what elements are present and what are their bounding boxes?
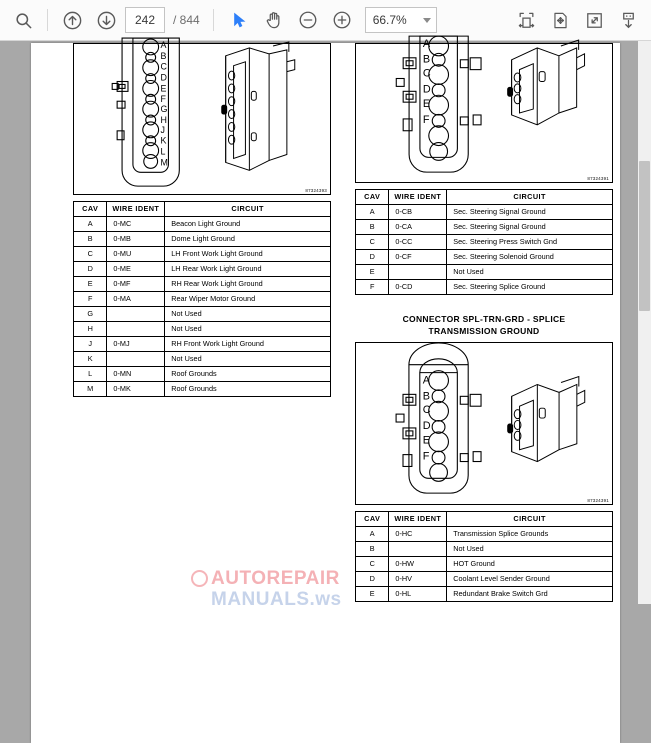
svg-text:M: M [160, 157, 168, 168]
cell-cav: B [356, 220, 389, 235]
cell-wire: 0-MU [107, 247, 165, 262]
scroll-mode-icon[interactable] [611, 3, 645, 37]
cell-cav: K [74, 352, 107, 367]
cell-circuit: Transmission Splice Grounds [447, 527, 613, 542]
cell-wire [389, 542, 447, 557]
page-number-input[interactable] [125, 7, 165, 33]
svg-text:E: E [422, 434, 431, 447]
page-total-label: / 844 [173, 13, 200, 27]
cell-cav: D [74, 262, 107, 277]
cell-circuit: Not Used [165, 352, 331, 367]
connector-diagram-6way-top [355, 37, 613, 183]
cell-cav: M [74, 382, 107, 397]
cell-circuit: Sec. Steering Press Switch Gnd [447, 235, 613, 250]
cursor-arrow-icon[interactable] [223, 3, 257, 37]
cell-wire: 0-CB [389, 205, 447, 220]
connector-heading-line2: TRANSMISSION GROUND [428, 326, 540, 336]
cav-table-right-top [355, 189, 613, 295]
cell-circuit: Sec. Steering Solenoid Ground [447, 250, 613, 265]
figure-id-label: 87324391 [587, 498, 609, 503]
table-header-row [356, 512, 613, 527]
cell-circuit: Redundant Brake Switch Grd [447, 587, 613, 602]
header-cav: CAV [356, 190, 389, 205]
table-row [356, 235, 613, 250]
svg-text:H: H [160, 114, 167, 125]
svg-text:C: C [160, 61, 167, 72]
minus-circle-icon[interactable] [291, 3, 325, 37]
watermark-line2: MANUALS.ws [211, 589, 342, 610]
cell-circuit: Roof Grounds [165, 367, 331, 382]
table-row [74, 277, 331, 292]
cell-wire: 0-MB [107, 232, 165, 247]
arrow-down-circle-icon[interactable] [89, 3, 123, 37]
table-row [74, 232, 331, 247]
zoom-level-select[interactable] [365, 7, 437, 33]
cell-wire: 0-MJ [107, 337, 165, 352]
cell-circuit: Not Used [447, 542, 613, 557]
watermark-line1: AUTOREPAIR [191, 568, 481, 589]
cell-cav: H [74, 322, 107, 337]
cell-cav: C [356, 557, 389, 572]
cell-cav: A [356, 527, 389, 542]
cell-circuit: Beacon Light Ground [165, 217, 331, 232]
svg-text:K: K [160, 135, 167, 146]
pdf-page [31, 37, 620, 743]
cell-wire [389, 265, 447, 280]
pdf-page-viewport[interactable] [0, 37, 651, 610]
header-circuit: CIRCUIT [447, 190, 613, 205]
table-row [74, 352, 331, 367]
cell-circuit: RH Rear Work Light Ground [165, 277, 331, 292]
table-row [74, 337, 331, 352]
cell-wire: 0-MF [107, 277, 165, 292]
cell-wire [107, 352, 165, 367]
cell-cav: A [74, 217, 107, 232]
cell-cav: C [74, 247, 107, 262]
cell-cav: B [356, 542, 389, 557]
svg-text:A: A [160, 39, 167, 50]
cell-wire: 0-HV [389, 572, 447, 587]
cell-wire: 0-MN [107, 367, 165, 382]
svg-text:L: L [160, 146, 166, 157]
figure-id-label: 87324391 [587, 176, 609, 181]
cell-wire: 0-CD [389, 280, 447, 295]
svg-text:G: G [160, 104, 168, 115]
scrollbar-thumb[interactable] [639, 161, 650, 311]
cell-wire: 0-CA [389, 220, 447, 235]
svg-text:D: D [160, 72, 167, 83]
cell-wire [107, 307, 165, 322]
right-column [355, 37, 613, 602]
table-row [74, 307, 331, 322]
table-row [74, 247, 331, 262]
table-header-row [74, 202, 331, 217]
cell-cav: E [356, 265, 389, 280]
connector-heading-line1: CONNECTOR SPL-TRN-GRD - SPLICE [402, 314, 566, 324]
fit-page-icon[interactable] [543, 3, 577, 37]
cell-circuit: Not Used [165, 322, 331, 337]
figure-id-label: 87324393 [305, 188, 327, 193]
header-wire-ident: WIRE IDENT [389, 512, 447, 527]
table-row [356, 572, 613, 587]
svg-text:A: A [422, 374, 431, 387]
cav-table-left [73, 201, 331, 397]
cell-cav: C [356, 235, 389, 250]
cell-circuit: Not Used [447, 265, 613, 280]
cell-circuit: Sec. Steering Splice Ground [447, 280, 613, 295]
cell-circuit: LH Rear Work Light Ground [165, 262, 331, 277]
cell-cav: E [74, 277, 107, 292]
hand-icon[interactable] [257, 3, 291, 37]
plus-circle-icon[interactable] [325, 3, 359, 37]
connector-section-heading [355, 313, 613, 337]
cell-circuit: Sec. Steering Signal Ground [447, 205, 613, 220]
table-row [356, 280, 613, 295]
table-row [356, 587, 613, 602]
cell-circuit: Not Used [165, 307, 331, 322]
cell-circuit: HOT Ground [447, 557, 613, 572]
connector-illustration-13way [74, 39, 330, 194]
table-row [356, 557, 613, 572]
header-circuit: CIRCUIT [447, 512, 613, 527]
cell-circuit: Dome Light Ground [165, 232, 331, 247]
cell-circuit: LH Front Work Light Ground [165, 247, 331, 262]
table-row [356, 542, 613, 557]
table-row [74, 292, 331, 307]
svg-text:C: C [422, 404, 431, 417]
connector-illustration-6way-top [356, 37, 612, 182]
table-header-row [356, 190, 613, 205]
cell-cav: J [74, 337, 107, 352]
svg-text:E: E [422, 98, 431, 111]
toolbar-divider-2 [213, 9, 214, 31]
svg-text:D: D [422, 83, 431, 96]
page-navigation [125, 7, 200, 33]
watermark-circle-icon [191, 570, 208, 587]
cav-table-right-bottom [355, 511, 613, 602]
connector-illustration-6way-bottom [356, 343, 612, 504]
cell-circuit: Sec. Steering Signal Ground [447, 220, 613, 235]
cell-circuit: RH Front Work Light Ground [165, 337, 331, 352]
table-row [356, 250, 613, 265]
cell-wire: 0-ME [107, 262, 165, 277]
header-cav: CAV [356, 512, 389, 527]
fullscreen-icon[interactable] [577, 3, 611, 37]
cell-cav: F [74, 292, 107, 307]
cell-wire [107, 322, 165, 337]
svg-text:A: A [422, 37, 431, 50]
cell-cav: G [74, 307, 107, 322]
cell-wire: 0-CF [389, 250, 447, 265]
cell-circuit: Rear Wiper Motor Ground [165, 292, 331, 307]
header-circuit: CIRCUIT [165, 202, 331, 217]
cell-cav: B [74, 232, 107, 247]
arrow-up-circle-icon[interactable] [55, 3, 89, 37]
svg-text:F: F [160, 94, 166, 105]
header-wire-ident: WIRE IDENT [107, 202, 165, 217]
table-row [74, 217, 331, 232]
svg-text:J: J [160, 124, 165, 135]
cell-cav: D [356, 250, 389, 265]
header-wire-ident: WIRE IDENT [389, 190, 447, 205]
table-row [356, 265, 613, 280]
toolbar-divider-1 [47, 9, 48, 31]
cell-circuit: Roof Grounds [165, 382, 331, 397]
vertical-scrollbar[interactable] [638, 41, 651, 604]
svg-text:F: F [422, 113, 430, 126]
table-row [356, 220, 613, 235]
cell-cav: E [356, 587, 389, 602]
fit-width-icon[interactable] [509, 3, 543, 37]
cell-wire: 0-HW [389, 557, 447, 572]
cell-wire: 0-CC [389, 235, 447, 250]
table-row [356, 205, 613, 220]
svg-text:D: D [422, 419, 431, 432]
svg-text:B: B [422, 390, 431, 403]
header-cav: CAV [74, 202, 107, 217]
connector-diagram-13way [73, 39, 331, 195]
svg-text:E: E [160, 83, 167, 94]
cell-wire: 0-HL [389, 587, 447, 602]
table-row [356, 527, 613, 542]
chevron-down-icon [423, 18, 431, 23]
table-row [74, 367, 331, 382]
cell-circuit: Coolant Level Sender Ground [447, 572, 613, 587]
table-row [74, 382, 331, 397]
cell-cav: F [356, 280, 389, 295]
cell-cav: D [356, 572, 389, 587]
search-icon[interactable] [6, 3, 40, 37]
left-column [73, 39, 331, 397]
cell-wire: 0-MK [107, 382, 165, 397]
cell-wire: 0-HC [389, 527, 447, 542]
connector-diagram-6way-bottom [355, 342, 613, 505]
table-row [74, 262, 331, 277]
svg-text:C: C [422, 67, 431, 80]
cell-cav: A [356, 205, 389, 220]
zoom-level-value: 66.7% [372, 13, 407, 27]
svg-text:B: B [422, 53, 431, 66]
cell-cav: L [74, 367, 107, 382]
cell-wire: 0-MA [107, 292, 165, 307]
pdf-toolbar [0, 0, 651, 41]
svg-text:F: F [422, 450, 430, 463]
svg-text:B: B [160, 50, 167, 61]
cell-wire: 0-MC [107, 217, 165, 232]
table-row [74, 322, 331, 337]
